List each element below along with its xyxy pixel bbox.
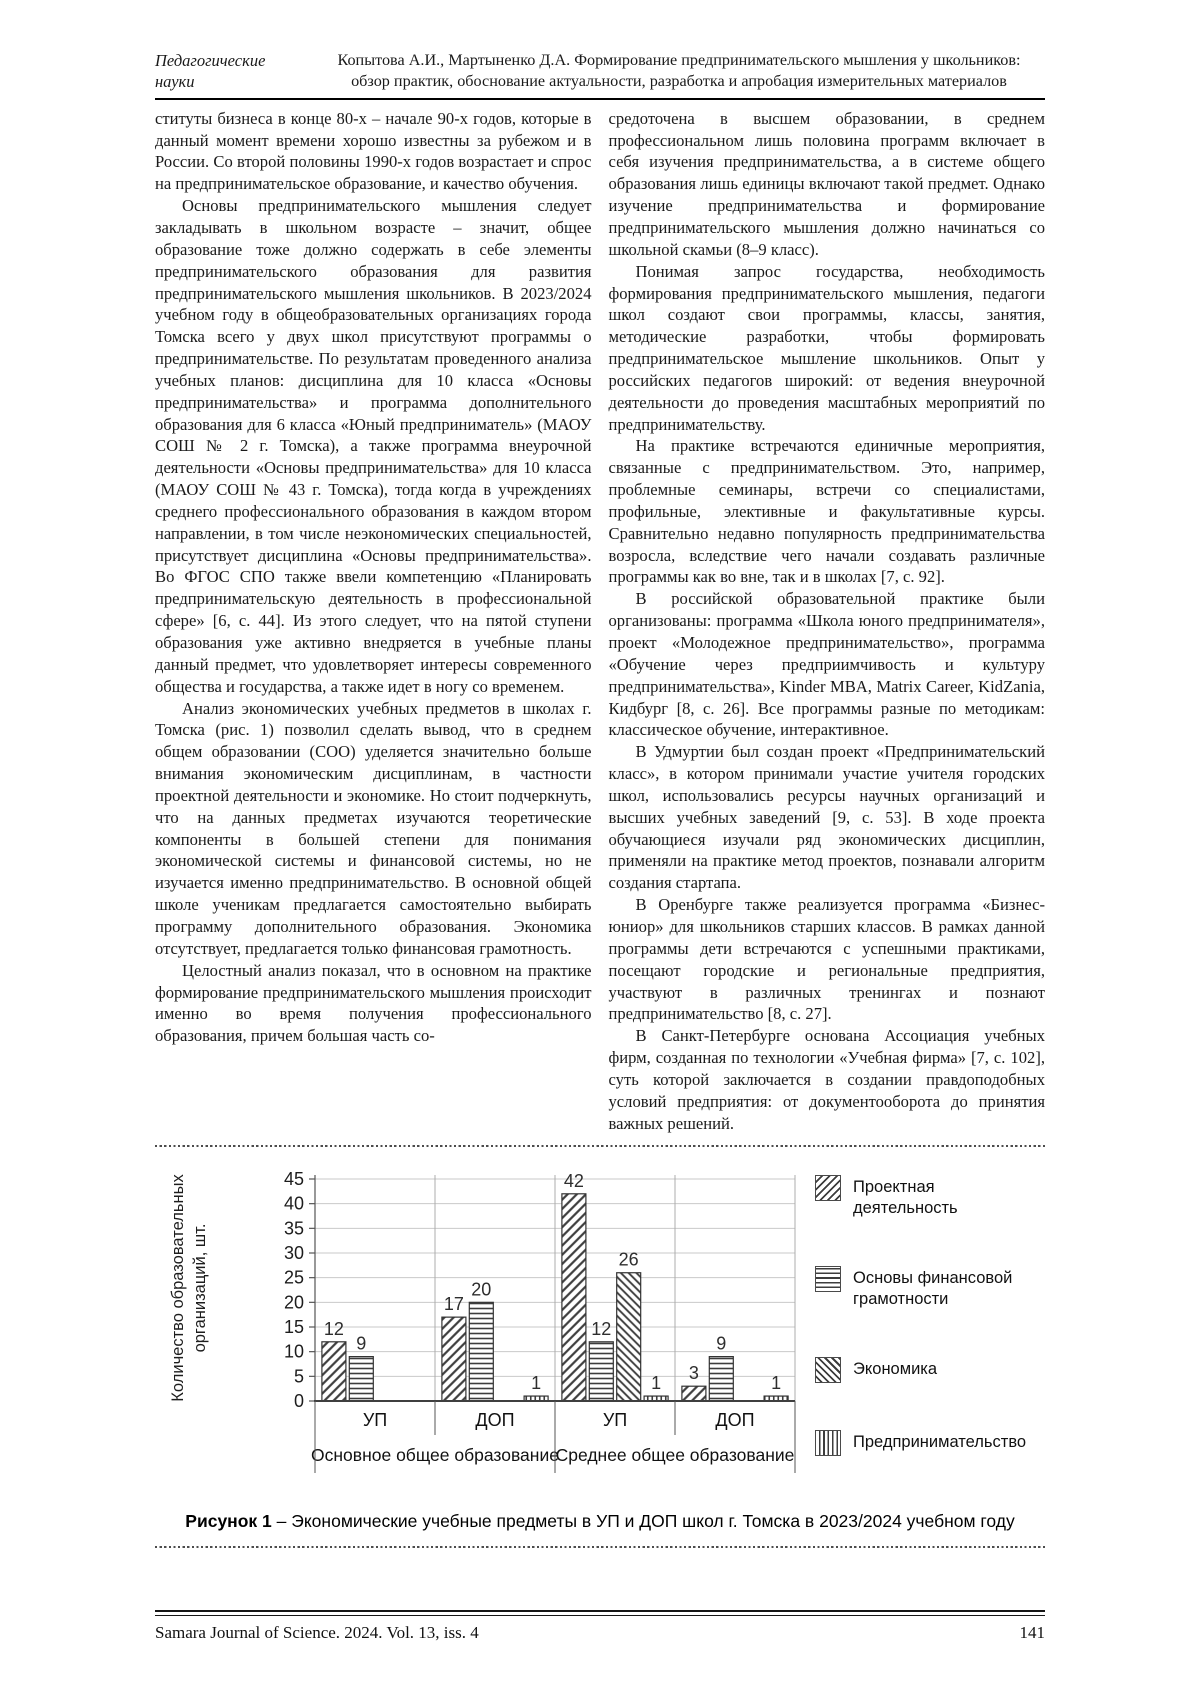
footer-journal: Samara Journal of Science. 2024. Vol. 13, iss. 4: [155, 1622, 479, 1642]
page-footer: [155, 1610, 1045, 1643]
paragraph: В Санкт-Петербурге основана Ассоциация учебных фирм, созданная по технологии «Учебная фирма» [7, с. 102], суть которой заключается в создании правдоподобных условий предприятия: от документооборота до принятия важных решений.: [608, 1026, 1045, 1133]
header-rule: [155, 98, 1045, 100]
paragraph: В российской образовательной практике были организованы: программа «Школа юного предпринимателя», проект «Молодежное предпринимательство», программа «Обучение через предприимчивость и культуру предпринимательства», Kinder MBA, Matrix Career, KidZania, Кидбург [8, с. 26]. Все программы разные по методикам: классическое обучение, интерактивное.: [608, 589, 1045, 740]
svg-text:1: 1: [531, 1372, 542, 1393]
section-label-line1: Педагогические: [155, 51, 266, 70]
svg-text:Количество образовательных: Количество образовательных: [169, 1174, 187, 1402]
legend-item: [815, 1175, 1043, 1219]
journal-section-label: [155, 50, 313, 92]
svg-text:10: 10: [283, 1341, 304, 1362]
svg-text:15: 15: [283, 1316, 304, 1337]
svg-text:УП: УП: [602, 1409, 628, 1430]
running-title-line1: Копытова А.И., Мартыненко Д.А. Формирование предпринимательского мышления у школьников:: [337, 51, 1021, 69]
svg-text:1: 1: [651, 1372, 662, 1393]
running-title-line2: обзор практик, обоснование актуальности, разработка и апробация измерительных материалов: [351, 72, 1007, 91]
svg-text:0: 0: [293, 1390, 304, 1411]
article-body: [155, 108, 1045, 1136]
diag-down-hatch-swatch-icon: [815, 1357, 841, 1383]
legend-item: [815, 1430, 1043, 1456]
svg-text:ДОП: ДОП: [475, 1409, 515, 1430]
footer-rule: [155, 1610, 1045, 1616]
svg-text:3: 3: [688, 1362, 699, 1383]
svg-text:30: 30: [283, 1242, 304, 1263]
legend-item: [815, 1357, 1043, 1383]
paragraph: В Удмуртии был создан проект «Предпринимательский класс», в котором принимали участие учителя городских школ, использовались ресурсы научных организаций и высших учебных заведений [9, с. 53]. В ходе проекта обучающиеся изучали ряд экономических дисциплин, применяли на практике метод проектов, познавали алгоритм создания стартапа.: [608, 742, 1045, 893]
paragraph: В Оренбурге также реализуется программа «Бизнес-юниор» для школьников старших классов. В рамках данной программы дети встречаются с успешными практиками, посещают городские и региональные предприятия, участвуют в различных тренингах и познают предпринимательство [8, с. 27].: [608, 895, 1045, 1024]
svg-text:1: 1: [771, 1372, 782, 1393]
svg-text:ДОП: ДОП: [715, 1409, 755, 1430]
figure-1: [155, 1161, 1045, 1532]
paragraph: Целостный анализ показал, что в основном на практике формирование предпринимательского мышления происходит именно во время получения профессионального образования, причем большая часть со-: [155, 960, 592, 1046]
svg-text:17: 17: [443, 1293, 464, 1314]
dotted-separator-top: [155, 1145, 1045, 1147]
svg-text:40: 40: [283, 1193, 304, 1214]
legend-label: Основы финансовой грамотности: [853, 1268, 1013, 1309]
svg-text:Основное общее образование: Основное общее образование: [311, 1444, 559, 1465]
svg-text:45: 45: [283, 1168, 304, 1189]
paragraph: Основы предпринимательского мышления следует закладывать в школьном возрасте – значит, общее образование тоже должно содержать в себе элементы предпринимательского образования для развития предпринимательского мышления школьников. В 2023/2024 учебном году в общеобразовательных организациях города Томска всего у двух школ присутствуют программы о предпринимательстве. По результатам проведенного анализа учебных планов: дисциплина для 10 класса «Основы предпринимательства» и программа дополнительного образования для 6 класса «Юный предприниматель» (МАОУ СОШ № 2 г. Томска), а также программа внеурочной деятельности «Основы предпринимательства» для 10 класса (МАОУ СОШ № 43 г. Томска), тогда когда в учреждениях среднего профессионального образования в каждом втором направлении, в том числе неэкономических специальностей, присутствует дисциплина «Основы предпринимательства». Во ФГОС СПО также ввели компетенцию «Планировать предпринимательскую деятельность в профессиональной сфере» [6, с. 44]. Из этого следует, что на пятой ступени образования уже активно внедряется в учебные планы данный предмет, что удовлетворяет интересы современного общества и государства, а также идет в ногу со временем.: [155, 196, 592, 696]
bar-chart-svg: [155, 1161, 815, 1481]
horizontal-hatch-swatch-icon: [815, 1266, 841, 1292]
legend-label: Проектная деятельность: [853, 1177, 958, 1217]
paragraph: Анализ экономических учебных предметов в школах г. Томска (рис. 1) позволил сделать вывод, что в среднем общем образовании (СОО) уделяется значительно больше внимания экономическим дисциплинам, в частности проектной деятельности и экономике. Но стоит подчеркнуть, что на данных предметах изучаются теоретические компоненты в большей степени для понимания экономической системы и финансовой системы, но не изучается именно предпринимательство. В основной общей школе ученикам предлагается самостоятельно выбирать программу дополнительного образования. Экономика отсутствует, предлагается только финансовая грамотность.: [155, 698, 592, 958]
diag-up-hatch-swatch-icon: [815, 1175, 841, 1201]
right-column: [609, 108, 1046, 1136]
paragraph: ституты бизнеса в конце 80-х – начале 90-х годов, которые в данный момент времени хорошо известны за рубежом и в России. Со второй половины 1990-х годов возрастает и спрос на предпринимательское образование, и качество обучения.: [155, 108, 592, 194]
svg-text:Среднее общее образование: Среднее общее образование: [555, 1444, 795, 1465]
svg-text:35: 35: [283, 1218, 304, 1239]
figure-caption: [155, 1511, 1045, 1532]
figure-caption-text: – Экономические учебные предметы в УП и ДОП школ г. Томска в 2023/2024 учебном году: [271, 1511, 1015, 1532]
svg-text:25: 25: [283, 1267, 304, 1288]
paragraph: На практике встречаются единичные мероприятия, связанные с предпринимательством. Это, например, проблемные семинары, встречи со специалистами, профильные, элективные и факультативные курсы. Сравнительно недавно популярность предпринимательства возросла, вследствие чего начали создавать различные программы как во вне, так и в школах [7, с. 92].: [608, 436, 1045, 587]
svg-text:12: 12: [323, 1318, 344, 1339]
dotted-separator-bottom: [155, 1546, 1045, 1548]
svg-text:организаций, шт.: организаций, шт.: [191, 1223, 209, 1353]
svg-text:9: 9: [716, 1333, 727, 1354]
svg-text:5: 5: [293, 1366, 304, 1387]
svg-text:УП: УП: [362, 1409, 388, 1430]
left-column: [155, 108, 592, 1136]
paragraph: средоточена в высшем образовании, в среднем профессиональном лишь половина программ включает в себя изучения предпринимательства, а в системе общего образования лишь единицы включают такой предмет. Однако изучение предпринимательства и формирование предпринимательского мышления должно начинаться со школьной скамьи (8–9 класс).: [608, 108, 1045, 259]
section-label-line2: науки: [155, 72, 195, 92]
svg-text:42: 42: [563, 1170, 584, 1191]
footer-page-number: 141: [1019, 1622, 1045, 1642]
figure-row: [155, 1161, 1045, 1503]
footer-row: [155, 1623, 1045, 1643]
vertical-hatch-swatch-icon: [815, 1430, 841, 1456]
legend-label: Предпринимательство: [853, 1433, 1027, 1452]
svg-text:9: 9: [356, 1333, 367, 1354]
figure-caption-label: Рисунок 1: [185, 1511, 272, 1532]
svg-text:12: 12: [591, 1318, 612, 1339]
chart-legend: [815, 1161, 1043, 1503]
legend-label: Экономика: [853, 1360, 938, 1379]
page-header: [155, 50, 1045, 93]
paragraph: Понимая запрос государства, необходимость формирования предпринимательского мышления, педагоги школ создают свои программы, классы, занятия, методические разработки, чтобы формировать предпринимательское мышление школьников. Опыт у российских педагогов широкий: от ведения внеурочной деятельности до проведения масштабных мероприятий по предпринимательству.: [608, 261, 1045, 434]
legend-item: [815, 1266, 1043, 1310]
running-title: [313, 50, 1045, 93]
svg-text:20: 20: [283, 1292, 304, 1313]
svg-text:26: 26: [618, 1249, 639, 1270]
svg-text:20: 20: [471, 1279, 492, 1300]
